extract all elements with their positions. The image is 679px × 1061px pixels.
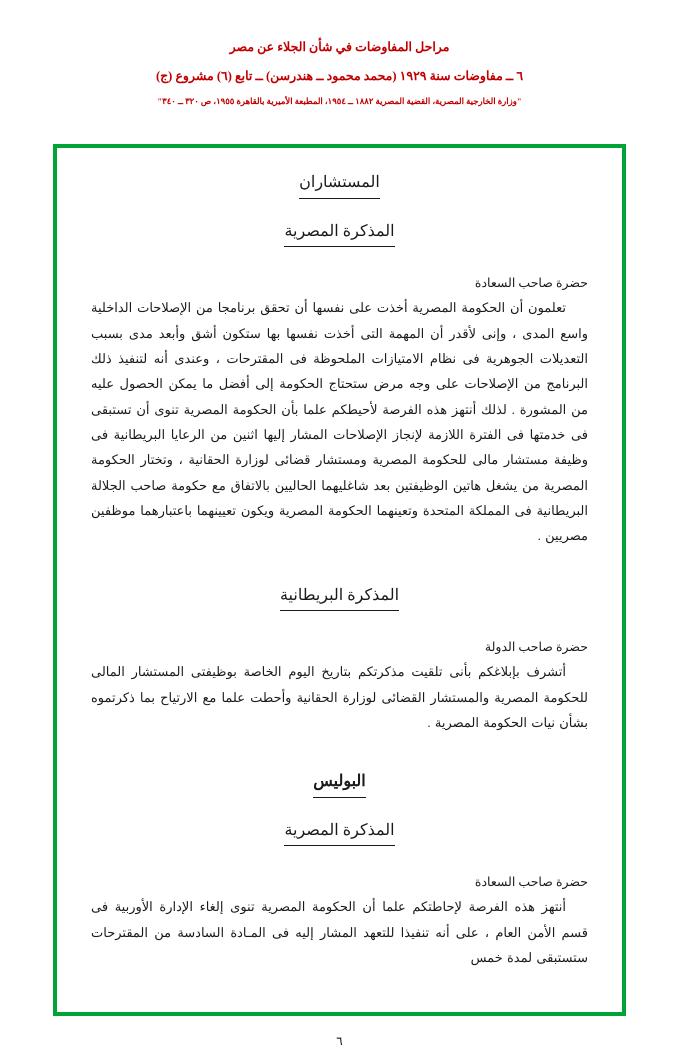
- section-heading-advisors-text: المستشاران: [299, 170, 380, 199]
- page-number: ٦: [336, 1034, 343, 1048]
- paragraph-2: أتشرف بإبلاغكم بأنى تلقيت مذكرتكم بتاريخ اليوم الخاصة بوظيفتى المستشار المالى للحكومة المصرية والمستشار القضائى لوزارة الحقانية وأحطت علما مع الارتياح بما ذكرتموه بشأن نيات الحكومة المصرية .: [91, 664, 588, 730]
- section-subheading-egyptian-memo-2: [91, 818, 588, 847]
- section-subheading-british-memo: [91, 583, 588, 612]
- section-heading-police: [91, 769, 588, 798]
- section-subheading-british-memo-text: المذكرة البريطانية: [280, 583, 399, 612]
- header-source-citation: "وزارة الخارجية المصرية، القضية المصرية ١٨٨٢ ــ ١٩٥٤، المطبعة الأميرية بالقاهرة ١٩٥٥، ص ٣٢٠ ــ ٣٤٠": [157, 95, 522, 106]
- page-header: [0, 0, 679, 108]
- section-heading-advisors: [91, 170, 588, 199]
- salutation-2: حضرة صاحب الدولة: [484, 640, 588, 655]
- green-bordered-frame: [53, 144, 626, 1016]
- salutation-3: حضرة صاحب السعادة: [474, 875, 588, 890]
- section-subheading-egyptian-memo-1-text: المذكرة المصرية: [284, 219, 394, 248]
- section-heading-police-text: البوليس: [313, 769, 366, 798]
- salutation-1: حضرة صاحب السعادة: [474, 276, 588, 291]
- paragraph-1: تعلمون أن الحكومة المصرية أخذت على نفسها أن تحقق برنامجا من الإصلاحات الداخلية واسع المدى ، وإنى لأقدر أن المهمة التى أخذت نفسها بها ستكون أشق وأبعد مدى بسبب التعديلات الجوهرية فى نظام الامتيازات الملحوظة فى المقترحات ، وعندى أنه لتنفيذ ذلك البرنامج من الإصلاحات على وجه مرض ستحتاج الحكومة إلى أفضل ما يمكن الحصول عليه من المشورة . لذلك أنتهز هذه الفرصة لأحيطكم علما بأن الحكومة المصرية تنوى أن تستبقى فى خدمتها فى الفترة اللازمة لإنجاز الإصلاحات المشار إليها اثنين من الرعايا البريطانية فى وظيفة مستشار مالى للحكومة المصرية ومستشار قضائى لوزارة الحقانية ، وتختار الحكومة المصرية من يشغل هاتين الوظيفتين بعد شاغليهما الحاليين بالاتفاق مع حكومة صاحب الجلالة البريطانية فى المملكة المتحدة وتعينهما الحكومة المصرية ويكون تعيينهما باعتبارهما موظفين مصريين .: [91, 300, 588, 544]
- section-subheading-egyptian-memo-2-text: المذكرة المصرية: [284, 818, 394, 847]
- paragraph-3: أنتهز هذه الفرصة لإحاطتكم علما أن الحكومة المصرية تنوى إلغاء الإدارة الأوربية فى قسم الأمن العام ، على أنه تنفيذا للتعهد المشار إليه فى المـادة السادسة من المقترحات ستستبقى لمدة خمس: [91, 899, 588, 966]
- header-title: مراحل المفاوضات في شأن الجلاء عن مصر: [229, 40, 450, 54]
- frame-content: [63, 154, 616, 1006]
- header-subtitle: ٦ ــ مفاوضات سنة ١٩٢٩ (محمد محمود ــ هندرسن) ــ تابع (٦) مشروع (ج): [155, 68, 524, 83]
- section-subheading-egyptian-memo-1: [91, 219, 588, 248]
